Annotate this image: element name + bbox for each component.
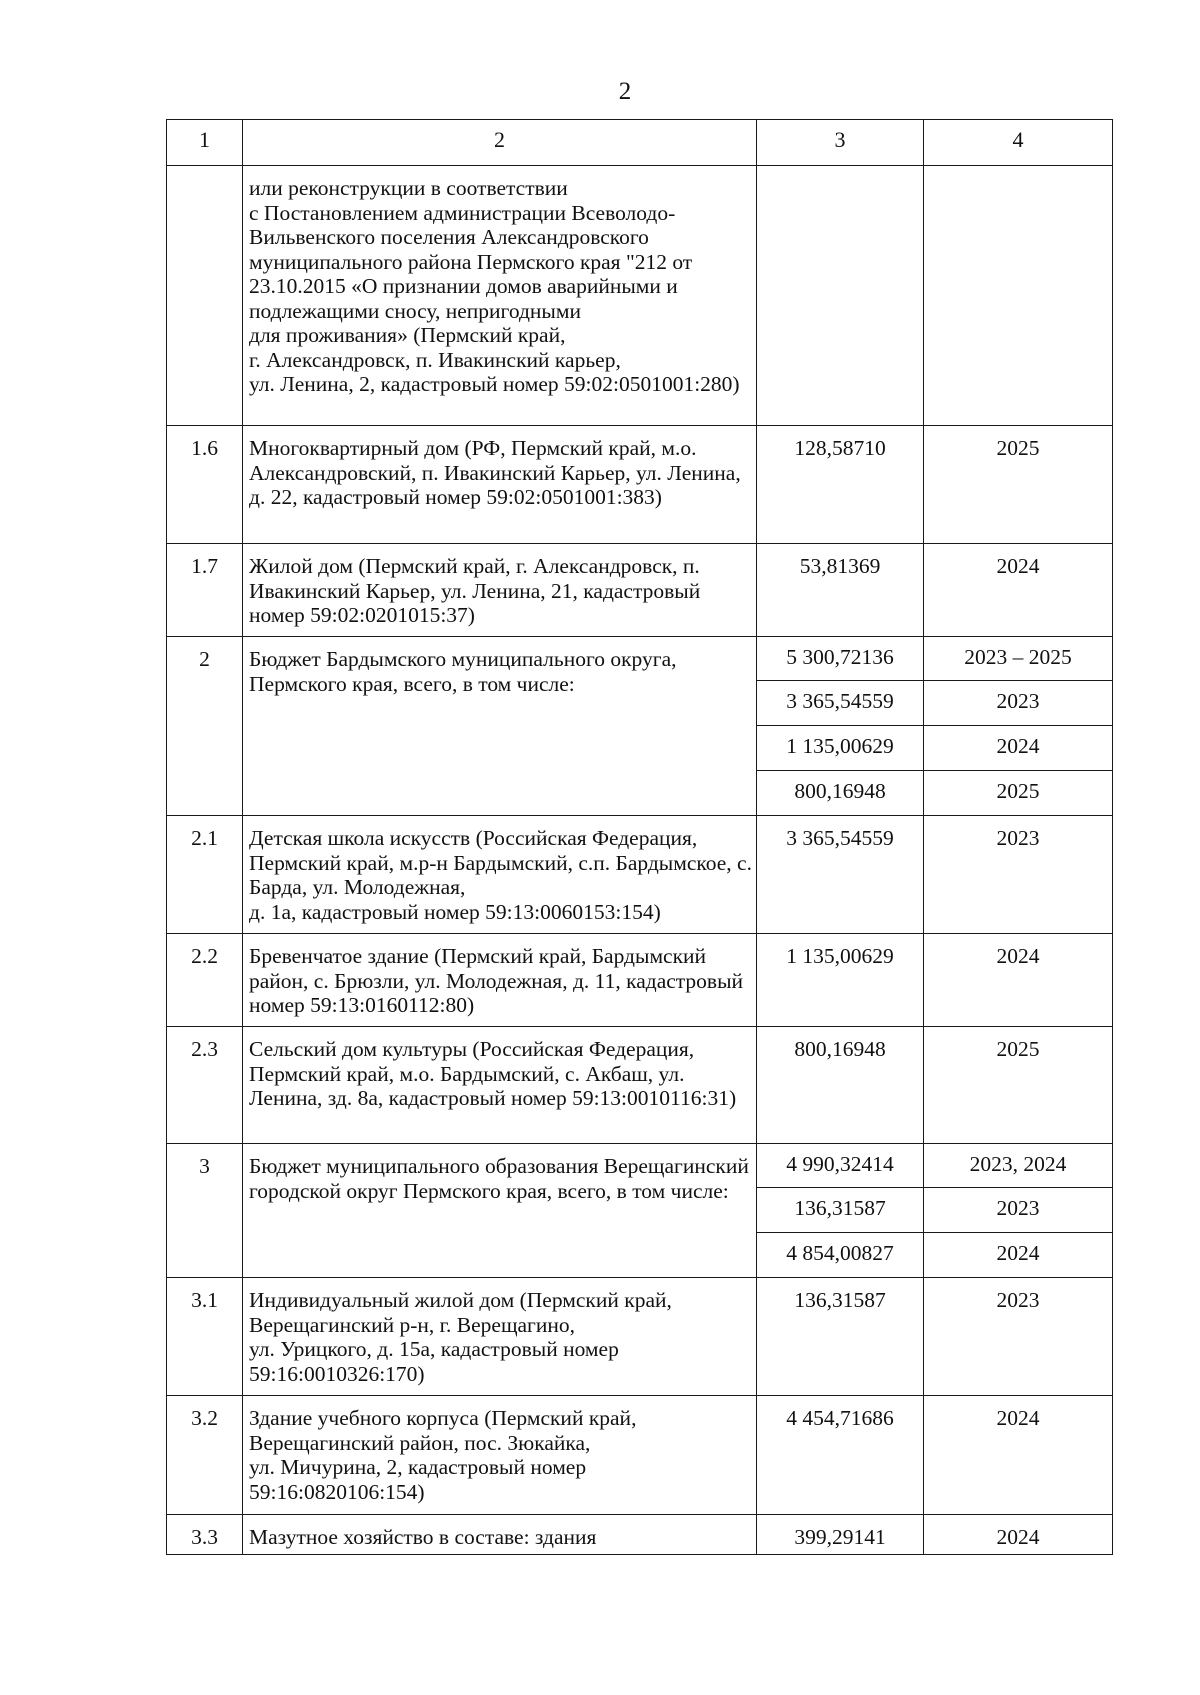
- row-number: 2: [167, 637, 243, 816]
- header-col-3: 3: [757, 120, 924, 166]
- row-amount: 1 135,00629: [757, 726, 924, 771]
- row-amount: 800,16948: [757, 771, 924, 816]
- budget-table: [166, 119, 1113, 1555]
- row-description: Жилой дом (Пермский край, г. Александровск, п. Ивакинский Карьер, ул. Ленина, 21, кадастровый номер 59:02:0201015:37): [243, 544, 757, 637]
- row-number: 3.3: [167, 1515, 243, 1555]
- row-description: Бюджет муниципального образования Верещагинский городской округ Пермского края, всего, в том числе:: [243, 1144, 757, 1278]
- row-year: 2024: [924, 934, 1113, 1027]
- row-amount: 1 135,00629: [757, 934, 924, 1027]
- table-row: [167, 1515, 1113, 1555]
- row-amount: 5 300,72136: [757, 637, 924, 681]
- row-number: 1.7: [167, 544, 243, 637]
- row-number: 3.2: [167, 1396, 243, 1515]
- table-row: [167, 1278, 1113, 1396]
- row-description: Здание учебного корпуса (Пермский край, Верещагинский район, пос. Зюкайка, ул. Мичурина, 2, кадастровый номер 59:16:0820106:154): [243, 1396, 757, 1515]
- row-year: 2024: [924, 726, 1113, 771]
- row-year: 2024: [924, 544, 1113, 637]
- row-year: 2023 – 2025: [924, 637, 1113, 681]
- row-year: [924, 166, 1113, 426]
- row-amount: [757, 166, 924, 426]
- table-row: [167, 426, 1113, 544]
- row-number: 2.2: [167, 934, 243, 1027]
- row-year: 2025: [924, 426, 1113, 544]
- header-col-2: 2: [243, 120, 757, 166]
- row-number: 2.1: [167, 816, 243, 934]
- row-description: Бревенчатое здание (Пермский край, Бардымский район, с. Брюзли, ул. Молодежная, д. 11, кадастровый номер 59:13:0160112:80): [243, 934, 757, 1027]
- row-year: 2025: [924, 1027, 1113, 1144]
- table-row: [167, 816, 1113, 934]
- row-number: 2.3: [167, 1027, 243, 1144]
- row-number: [167, 166, 243, 426]
- table-row: [167, 1144, 1113, 1188]
- table-row: [167, 1027, 1113, 1144]
- row-year: 2023, 2024: [924, 1144, 1113, 1188]
- row-amount: 136,31587: [757, 1278, 924, 1396]
- row-year: 2023: [924, 1188, 1113, 1233]
- table-row: [167, 166, 1113, 426]
- row-amount: 136,31587: [757, 1188, 924, 1233]
- row-description: Многоквартирный дом (РФ, Пермский край, м.о. Александровский, п. Ивакинский Карьер, ул. Ленина, д. 22, кадастровый номер 59:02:0501001:383): [243, 426, 757, 544]
- row-amount: 53,81369: [757, 544, 924, 637]
- header-col-4: 4: [924, 120, 1113, 166]
- row-description: Индивидуальный жилой дом (Пермский край, Верещагинский р-н, г. Верещагино, ул. Урицкого, д. 15а, кадастровый номер 59:16:0010326:170): [243, 1278, 757, 1396]
- table-row: [167, 934, 1113, 1027]
- row-year: 2024: [924, 1396, 1113, 1515]
- row-year: 2025: [924, 771, 1113, 816]
- row-year: 2023: [924, 816, 1113, 934]
- row-amount: 3 365,54559: [757, 816, 924, 934]
- row-amount: 128,58710: [757, 426, 924, 544]
- row-amount: 4 854,00827: [757, 1233, 924, 1278]
- row-year: 2024: [924, 1515, 1113, 1555]
- row-description: или реконструкции в соответствии с Постановлением администрации Всеволодо-Вильвенского поселения Александровского муниципального района Пермского края "212 от 23.10.2015 «О признании домов аварийными и подлежащими сносу, непригодными для проживания» (Пермский край, г. Александровск, п. Ивакинский карьер, ул. Ленина, 2, кадастровый номер 59:02:0501001:280): [243, 166, 757, 426]
- row-amount: 399,29141: [757, 1515, 924, 1555]
- row-number: 3.1: [167, 1278, 243, 1396]
- row-description: Детская школа искусств (Российская Федерация, Пермский край, м.р-н Бардымский, с.п. Бардымское, с. Барда, ул. Молодежная, д. 1а, кадастровый номер 59:13:0060153:154): [243, 816, 757, 934]
- row-description: Сельский дом культуры (Российская Федерация, Пермский край, м.о. Бардымский, с. Акбаш, ул. Ленина, зд. 8а, кадастровый номер 59:13:0010116:31): [243, 1027, 757, 1144]
- row-number: 1.6: [167, 426, 243, 544]
- row-amount: 3 365,54559: [757, 681, 924, 726]
- row-amount: 4 454,71686: [757, 1396, 924, 1515]
- row-amount: 4 990,32414: [757, 1144, 924, 1188]
- row-year: 2023: [924, 1278, 1113, 1396]
- row-description: Бюджет Бардымского муниципального округа, Пермского края, всего, в том числе:: [243, 637, 757, 816]
- page-number: 2: [618, 78, 632, 105]
- row-description: Мазутное хозяйство в составе: здания: [243, 1515, 757, 1555]
- row-number: 3: [167, 1144, 243, 1278]
- row-year: 2024: [924, 1233, 1113, 1278]
- table-row: [167, 544, 1113, 637]
- row-amount: 800,16948: [757, 1027, 924, 1144]
- table-row: [167, 637, 1113, 681]
- row-year: 2023: [924, 681, 1113, 726]
- header-col-1: 1: [167, 120, 243, 166]
- table-row: [167, 1396, 1113, 1515]
- table-header-row: [167, 120, 1113, 166]
